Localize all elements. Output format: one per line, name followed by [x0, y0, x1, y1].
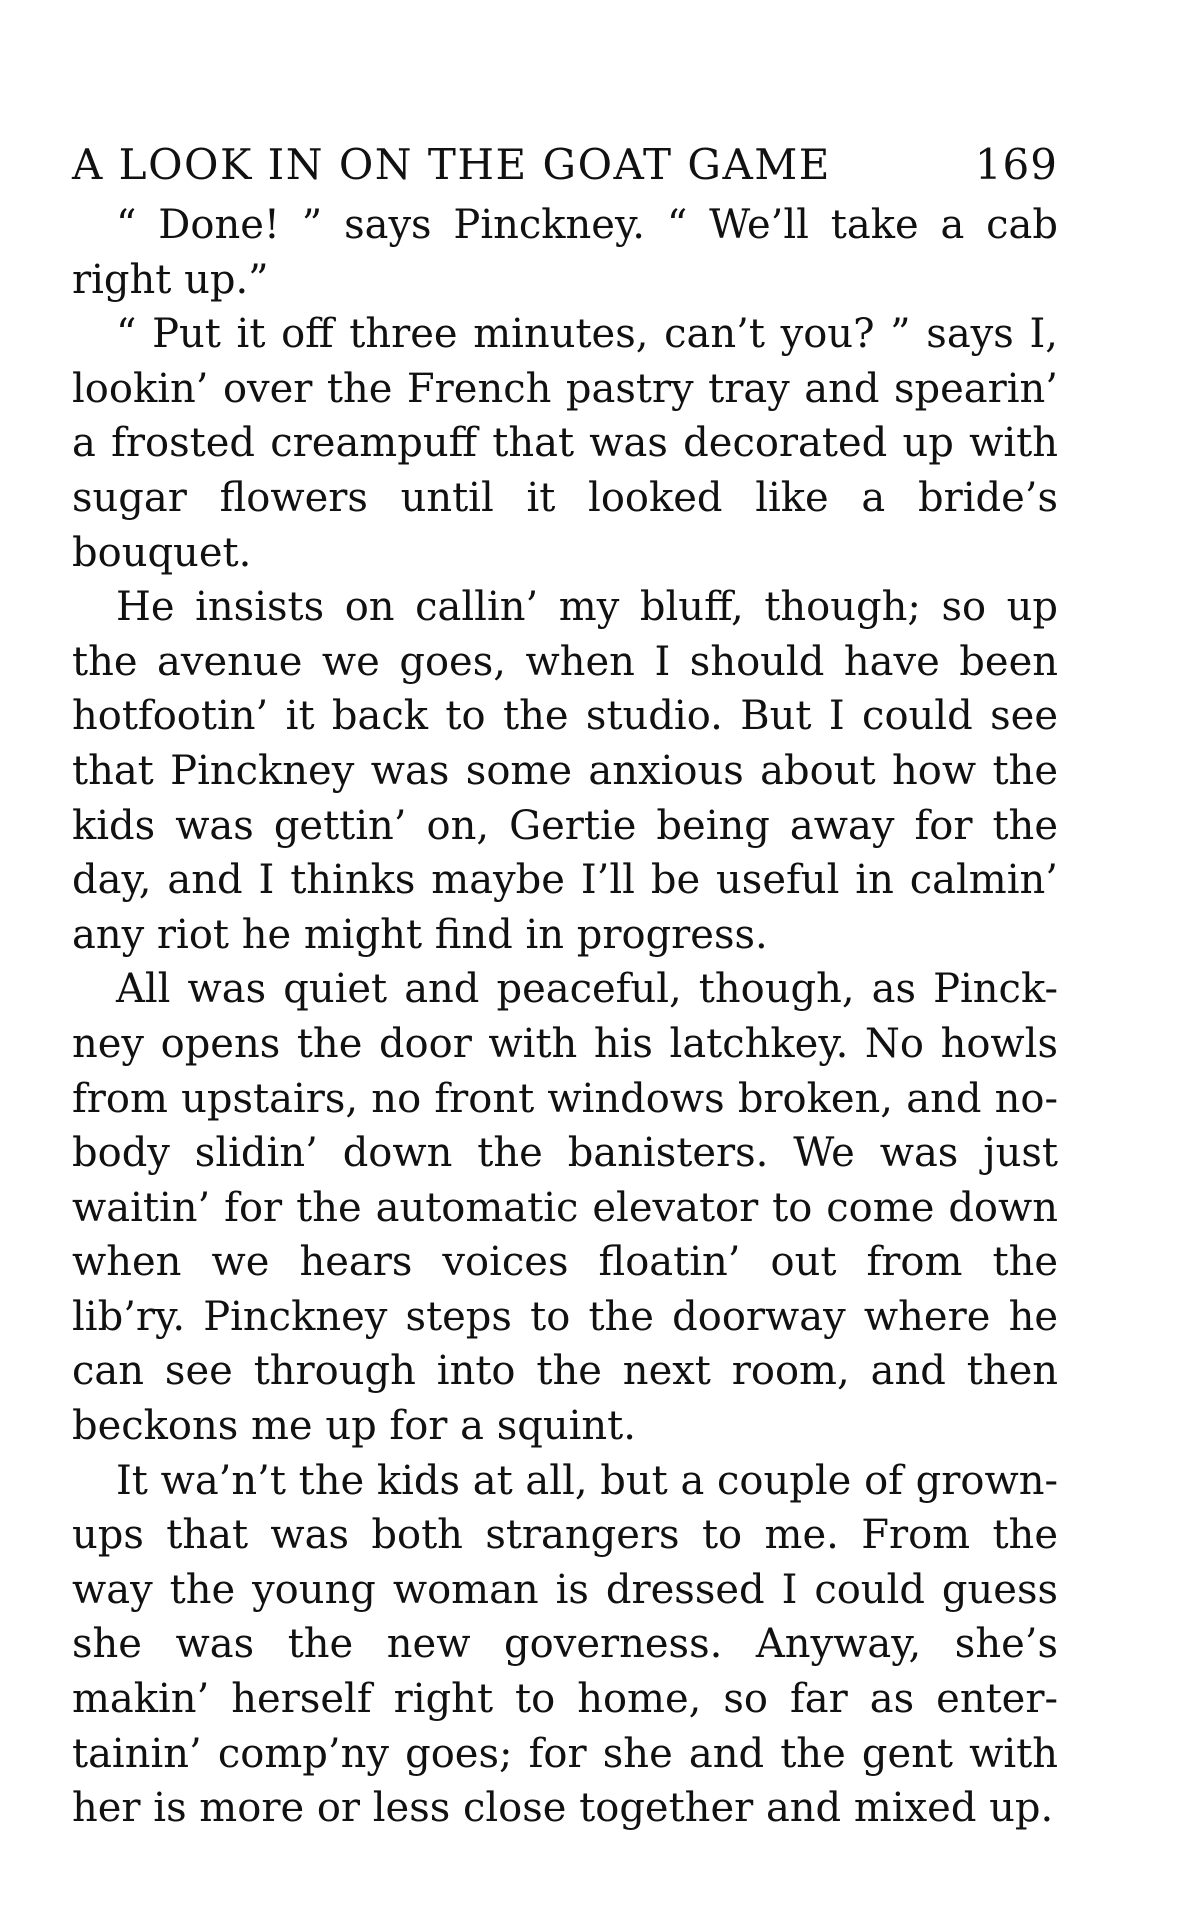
- running-head: [72, 138, 1058, 192]
- running-head-title: A LOOK IN ON THE GOAT GAME: [72, 140, 831, 189]
- book-page: [72, 138, 1058, 1836]
- page-number: 169: [974, 140, 1058, 189]
- paragraph-5: It wa’n’t the kids at all, but a couple of grown-ups that was both strangers to me. From the way the young woman is dressed I could guess she was the new governess. Anyway, she’s makin’ herself right to home, so far as enter-tainin’ comp’ny goes; for she and the gent with her is more or less close together and mixed up.: [72, 1457, 1058, 1832]
- paragraph-1: “ Done! ” says Pinckney. “ We’ll take a cab right up.”: [72, 202, 1058, 303]
- paragraph-2: “ Put it off three minutes, can’t you? ” says I, lookin’ over the French pastry tray and spearin’ a frosted creampuff that was decorated up with sugar flowers until it looked like a bride’s bouquet.: [72, 311, 1058, 576]
- paragraph-4: All was quiet and peaceful, though, as Pinck-ney opens the door with his latchkey. No howls from upstairs, no front windows broken, and no-body slidin’ down the banisters. We was just waitin’ for the automatic elevator to come down when we hears voices floatin’ out from the lib’ry. Pinckney steps to the doorway where he can see through into the next room, and then beckons me up for a squint.: [72, 966, 1058, 1450]
- paragraph-3: He insists on callin’ my bluff, though; so up the avenue we goes, when I should have been hotfootin’ it back to the studio. But I could see that Pinckney was some anxious about how the kids was gettin’ on, Gertie being away for the day, and I thinks maybe I’ll be useful in calmin’ any riot he might find in progress.: [72, 584, 1058, 958]
